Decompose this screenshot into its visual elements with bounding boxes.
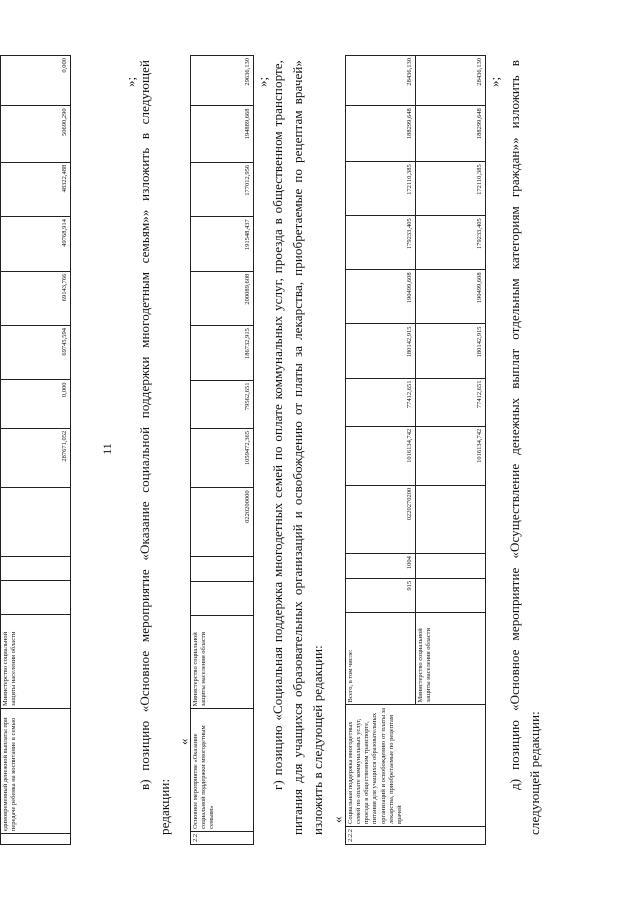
- table-item-2-2-2: [345, 55, 486, 845]
- table2-value: 194889,668: [191, 106, 254, 162]
- table3-rzpr: 1004: [346, 554, 416, 579]
- table3-value: 179233,405: [416, 216, 486, 270]
- table3-value: 1016134,742: [346, 426, 416, 485]
- table2-value: 29636,130: [191, 56, 254, 106]
- table3-code: 0220270200: [346, 485, 416, 553]
- table1-value: 49768,914: [1, 217, 71, 271]
- table-main-event-2-2: [190, 55, 254, 845]
- table2-value: 200089,608: [191, 271, 254, 325]
- table3-value: 77412,651: [416, 378, 486, 426]
- quote-close-v: »;: [123, 76, 138, 87]
- table3-value: 1016134,742: [416, 426, 486, 485]
- table3-value: 188299,648: [416, 106, 486, 162]
- table3-name: Социальная поддержка многодетных семей по оплате коммунальных услуг, проезда в общественном транспорте, питания для учащихся образовательных организаций и освобождению от платы за лекарства, приобретаемые по рецептам врачей: [346, 705, 486, 827]
- table3-value: 190499,608: [416, 270, 486, 324]
- table3-total-label: Всего, в том числе:: [346, 612, 416, 705]
- table3-value: 179233,405: [346, 216, 416, 270]
- table2-value: 191548,437: [191, 217, 254, 271]
- table3-value: 188299,648: [346, 106, 416, 162]
- quote-open-g: «: [330, 816, 345, 823]
- page-number: 11: [100, 443, 114, 455]
- table1-value: 0,000: [1, 380, 71, 428]
- table2-value: 1059472,365: [191, 429, 254, 488]
- paragraph-d: д) позицию «Основное мероприятие «Осуществление денежных выплат отдельным категориям граждан»» изложить в следующей редакции:: [507, 60, 542, 835]
- table1-executor: Министерство социальной защиты населения области: [1, 615, 71, 709]
- table2-code: 0220200000: [191, 488, 254, 557]
- table3-value: 77412,651: [346, 378, 416, 426]
- table3-value: 172110,385: [416, 162, 486, 216]
- table3-value: 190499,608: [346, 270, 416, 324]
- table3-value: 180142,915: [346, 324, 416, 378]
- paragraph-g: г) позицию «Социальная поддержка многодетных семей по оплате коммунальных услуг, проезда в общественном транспорте, питания для учащихся образовательных организаций и освобождению от платы за лекарства, приобретаемые по рецептам врачей» изложить в следующей редакции:: [270, 60, 325, 835]
- table3-value: 180142,915: [416, 324, 486, 378]
- table3-executor: Министерство социальной защиты населения области: [416, 612, 486, 705]
- table3-number: 2.2.2: [346, 827, 486, 845]
- table3-value: 28436,130: [416, 56, 486, 106]
- table1-value: 69143,766: [1, 271, 71, 325]
- table2-name: Основное мероприятие «Оказание социальной поддержки многодетным семьям»: [191, 709, 254, 832]
- table2-value: 79562,651: [191, 380, 254, 429]
- table1-value: 50690,290: [1, 106, 71, 162]
- paragraph-v: в) позицию «Основное мероприятие «Оказание социальной поддержки многодетным семьям»» изложить в следующей редакции:: [137, 60, 172, 835]
- table1-name: единовременный денежной выплаты при передаче ребенка на воспитание в семью: [1, 709, 71, 834]
- table1-value: 0,000: [1, 56, 71, 106]
- quote-close-d: »;: [487, 76, 502, 87]
- table-fragment-1: [0, 55, 71, 845]
- table1-value: 69745,594: [1, 326, 71, 380]
- table1-value: 287671,052: [1, 428, 71, 487]
- table3-value: 28436,130: [346, 56, 416, 106]
- table3-grbs: 915: [346, 578, 416, 612]
- table2-executor: Министерство социальной защиты населения области: [191, 615, 254, 708]
- quote-open-v: «: [176, 738, 191, 745]
- table1-value: 48322,488: [1, 162, 71, 216]
- table2-value: 186732,915: [191, 326, 254, 380]
- table3-value: 172110,385: [346, 162, 416, 216]
- table2-value: 177012,956: [191, 162, 254, 216]
- table2-number: 2.2: [191, 831, 254, 844]
- quote-close-g: »;: [255, 76, 270, 87]
